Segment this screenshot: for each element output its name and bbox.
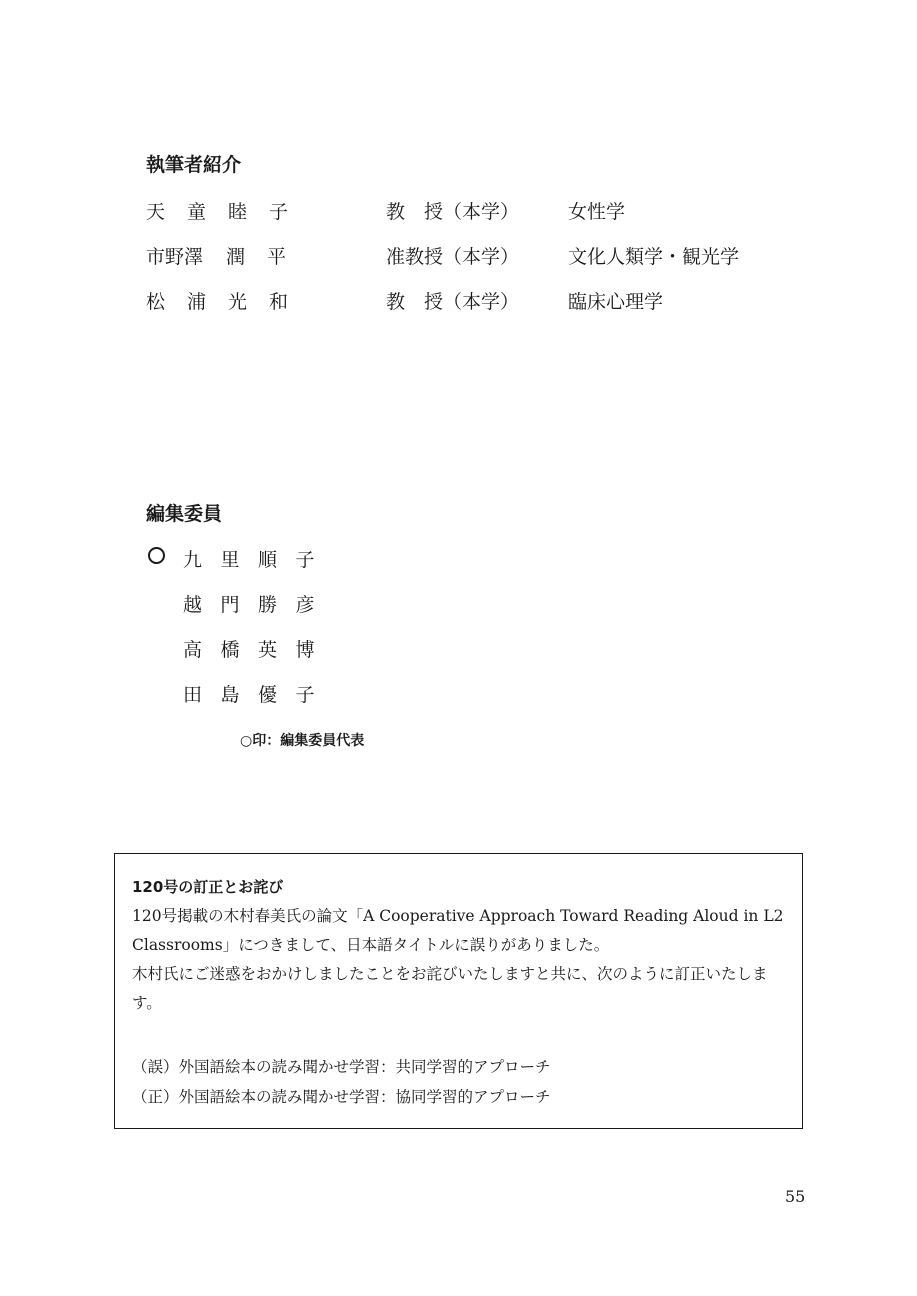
author-position-1: 教 授（本学） <box>386 201 520 223</box>
author-position-2: 准教授（本学） <box>386 246 520 268</box>
author-field-2: 文化人類学・観光学 <box>568 246 740 268</box>
correction-title: 120号の訂正とお詫び <box>132 878 284 896</box>
editor-member-2: 越 門 勝 彦 <box>183 594 315 616</box>
page-number: 55 <box>785 1187 806 1206</box>
representative-note: ○印：編集委員代表 <box>240 733 365 749</box>
author-name-2: 市野澤 潤 平 <box>146 246 287 268</box>
author-name-3: 松 浦 光 和 <box>146 291 289 313</box>
correction-wrong: （誤）外国語絵本の読み聞かせ学習：共同学習的アプローチ <box>132 1058 551 1076</box>
authors-heading: 執筆者紹介 <box>146 154 242 176</box>
editor-member-1: 九 里 順 子 <box>183 549 315 571</box>
editor-member-3: 高 橋 英 博 <box>183 639 315 661</box>
correction-body <box>132 902 787 1018</box>
editors-heading: 編集委員 <box>146 503 223 525</box>
correction-line-2: 木村氏にご迷惑をおかけしましたことをお詫びいたしますと共に、次のように訂正いたします。 <box>132 965 768 1012</box>
author-position-3: 教 授（本学） <box>386 291 520 313</box>
author-field-3: 臨床心理学 <box>568 291 664 313</box>
correction-right: （正）外国語絵本の読み聞かせ学習：協同学習的アプローチ <box>132 1088 551 1106</box>
author-field-1: 女性学 <box>568 201 626 223</box>
representative-circle-icon <box>148 547 165 564</box>
author-name-1: 天 童 睦 子 <box>146 201 289 223</box>
correction-line-1: 120号掲載の木村春美氏の論文「A Cooperative Approach Toward Reading Aloud in L2 Classrooms」につきまして、日本語タイトルに誤りがありました。 <box>132 907 784 954</box>
editor-member-4: 田 島 優 子 <box>183 684 315 706</box>
